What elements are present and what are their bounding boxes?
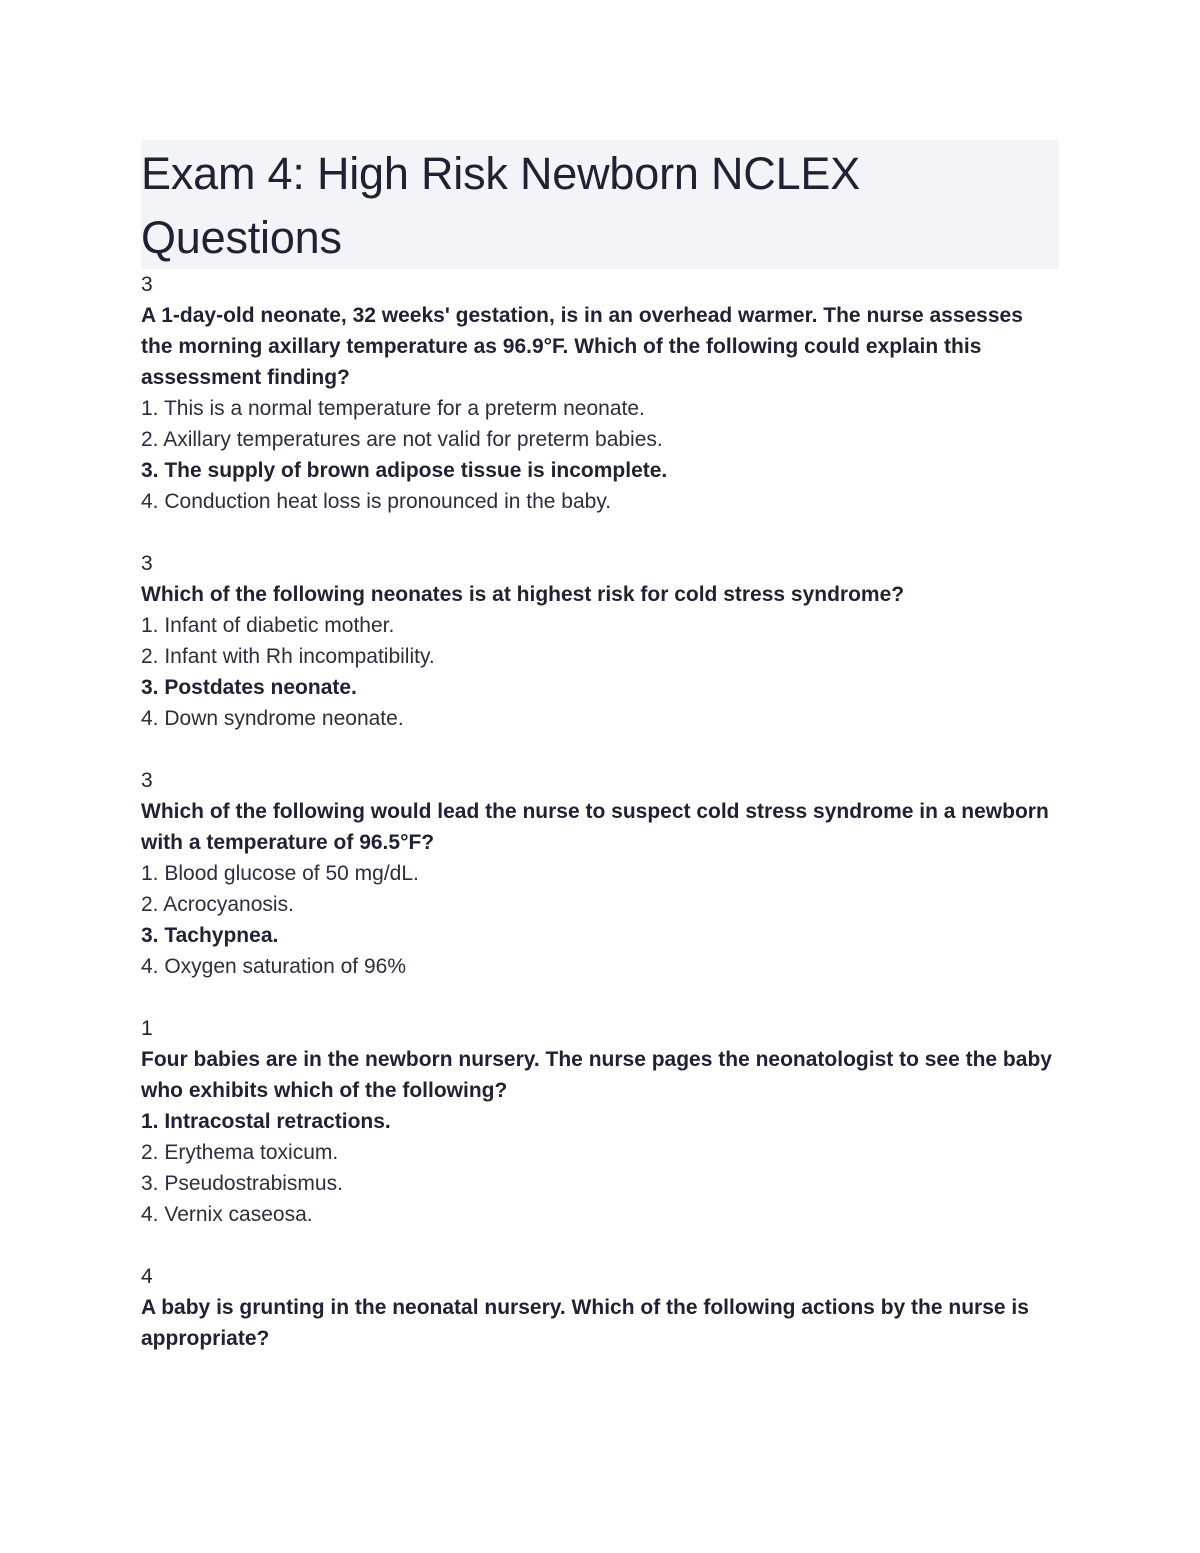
question-item <box>141 765 1059 982</box>
question-stem: Which of the following would lead the nurse to suspect cold stress syndrome in a newborn with a temperature of 96.5°F? <box>141 800 1049 854</box>
answer-option: 3. Pseudostrabismus. <box>141 1172 343 1195</box>
answer-option: 4. Vernix caseosa. <box>141 1203 313 1226</box>
answer-option: 1. Blood glucose of 50 mg/dL. <box>141 862 419 885</box>
question-stem: Which of the following neonates is at highest risk for cold stress syndrome? <box>141 583 905 606</box>
answer-option: 2. Acrocyanosis. <box>141 893 294 916</box>
answer-key: 3 <box>141 552 153 575</box>
document-page <box>141 140 1059 1385</box>
question-stem: A baby is grunting in the neonatal nursery. Which of the following actions by the nurse is appropriate? <box>141 1296 1029 1350</box>
question-stem: Four babies are in the newborn nursery. The nurse pages the neonatologist to see the baby who exhibits which of the following? <box>141 1048 1052 1102</box>
answer-option: 1. Infant of diabetic mother. <box>141 614 395 637</box>
answer-option: 2. Infant with Rh incompatibility. <box>141 645 435 668</box>
question-item <box>141 1261 1059 1354</box>
question-item <box>141 269 1059 517</box>
correct-option: 3. Tachypnea. <box>141 924 279 947</box>
correct-option: 1. Intracostal retractions. <box>141 1110 391 1133</box>
page-title: Exam 4: High Risk Newborn NCLEX Questions <box>141 148 861 263</box>
answer-key: 4 <box>141 1265 153 1288</box>
answer-key: 3 <box>141 273 153 296</box>
answer-option: 1. This is a normal temperature for a preterm neonate. <box>141 397 645 420</box>
question-item <box>141 1013 1059 1230</box>
question-item <box>141 548 1059 734</box>
question-stem: A 1-day-old neonate, 32 weeks' gestation, is in an overhead warmer. The nurse assesses the morning axillary temperature as 96.9°F. Which of the following could explain this assessment finding? <box>141 304 1023 389</box>
answer-option: 4. Conduction heat loss is pronounced in the baby. <box>141 490 612 513</box>
answer-key: 1 <box>141 1017 153 1040</box>
answer-option: 2. Axillary temperatures are not valid for preterm babies. <box>141 428 663 451</box>
answer-key: 3 <box>141 769 153 792</box>
correct-option: 3. Postdates neonate. <box>141 676 357 699</box>
answer-option: 4. Oxygen saturation of 96% <box>141 955 406 978</box>
question-list <box>141 269 1059 1354</box>
answer-option: 2. Erythema toxicum. <box>141 1141 339 1164</box>
title-banner <box>141 140 1059 269</box>
answer-option: 4. Down syndrome neonate. <box>141 707 404 730</box>
correct-option: 3. The supply of brown adipose tissue is incomplete. <box>141 459 668 482</box>
